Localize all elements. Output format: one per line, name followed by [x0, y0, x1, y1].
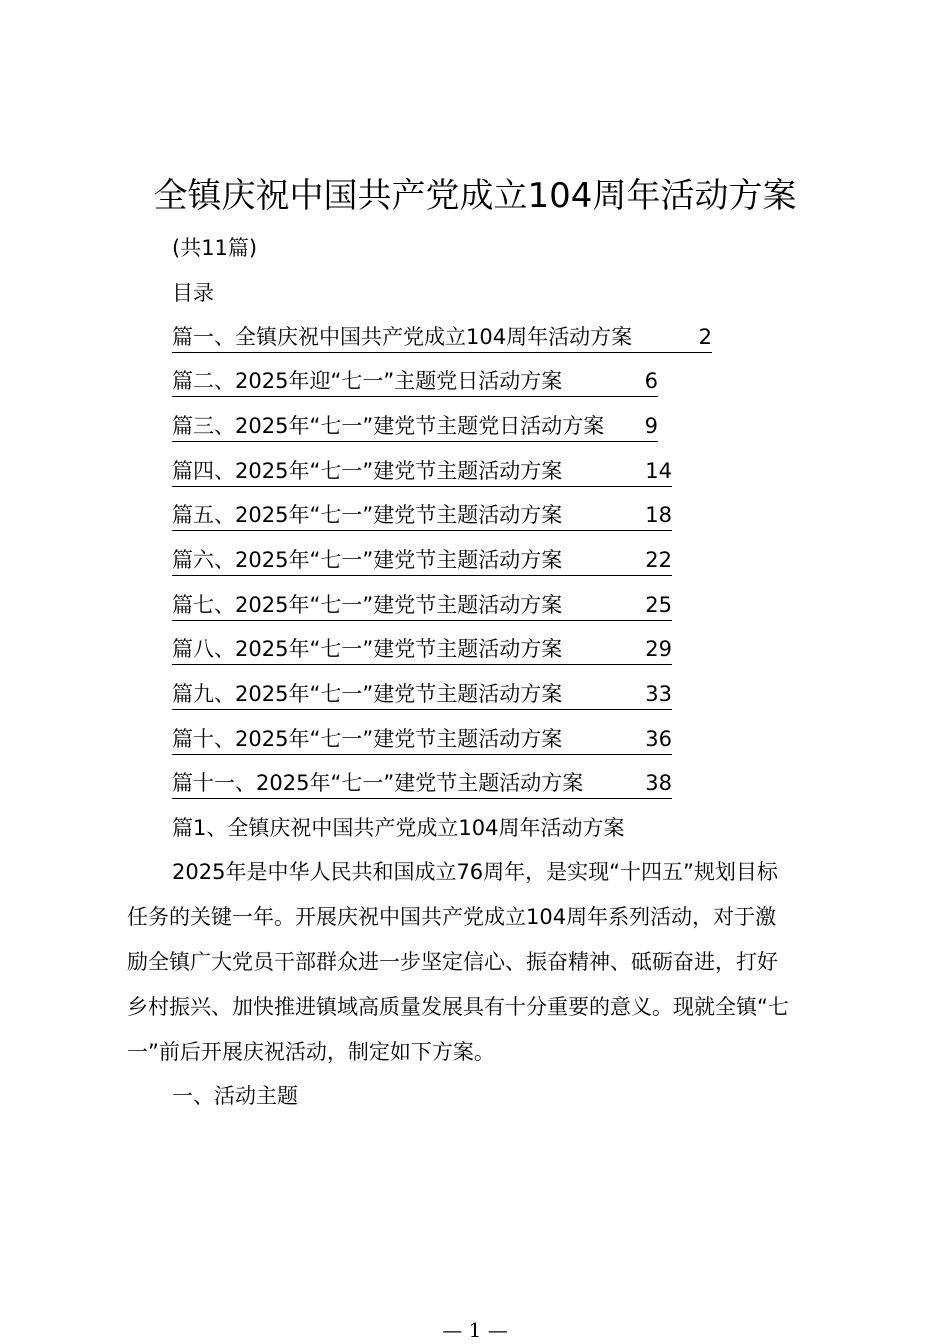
paragraph-line: 乡村振兴、加快推进镇域高质量发展具有十分重要的意义。现就全镇“七: [127, 995, 789, 1019]
document-count: (共11篇): [172, 236, 258, 260]
toc-item-page: 36: [645, 727, 672, 751]
toc-heading: 目录: [172, 281, 214, 305]
toc-item-page: 25: [645, 593, 672, 617]
toc-item[interactable]: [172, 724, 672, 755]
toc-item-label: 篇七、2025年“七一”建党节主题活动方案: [172, 593, 563, 617]
toc-item[interactable]: [172, 411, 658, 442]
page-number: — 1 —: [442, 1318, 508, 1342]
toc-item-page: 29: [645, 637, 672, 661]
toc-item[interactable]: [172, 634, 672, 665]
toc-item-label: 篇三、2025年“七一”建党节主题党日活动方案: [172, 414, 605, 438]
toc-item-page: 18: [645, 503, 672, 527]
toc-item-label: 篇六、2025年“七一”建党节主题活动方案: [172, 548, 563, 572]
toc-item[interactable]: [172, 545, 672, 576]
toc-item-page: 6: [644, 369, 658, 393]
toc-item[interactable]: [172, 322, 712, 353]
paragraph-line: 任务的关键一年。开展庆祝中国共产党成立104周年系列活动，对于激: [127, 905, 777, 929]
paragraph-line: 一”前后开展庆祝活动，制定如下方案。: [127, 1040, 495, 1064]
toc-item-label: 篇八、2025年“七一”建党节主题活动方案: [172, 637, 563, 661]
toc-item-page: 38: [645, 771, 672, 795]
toc-item-page: 22: [645, 548, 672, 572]
paragraph-line: 2025年是中华人民共和国成立76周年，是实现“十四五”规划目标: [172, 860, 778, 884]
toc-item-page: 33: [645, 682, 672, 706]
toc-item-label: 篇五、2025年“七一”建党节主题活动方案: [172, 503, 563, 527]
toc-item-page: 14: [645, 459, 672, 483]
paragraph-line: 励全镇广大党员干部群众进一步坚定信心、振奋精神、砥砺奋进，打好: [127, 950, 778, 974]
toc-item-label: 篇二、2025年迎“七一”主题党日活动方案: [172, 369, 563, 393]
toc-item[interactable]: [172, 590, 672, 621]
toc-item-page: 2: [698, 325, 712, 349]
toc-item[interactable]: [172, 456, 672, 487]
toc-item[interactable]: [172, 500, 672, 531]
toc-item-label: 篇四、2025年“七一”建党节主题活动方案: [172, 459, 563, 483]
toc-item-page: 9: [644, 414, 658, 438]
toc-item[interactable]: [172, 366, 658, 397]
body-paragraph: [127, 850, 837, 1075]
toc-item[interactable]: [172, 679, 672, 710]
toc-item-label: 篇十一、2025年“七一”建党节主题活动方案: [172, 771, 584, 795]
toc-item-label: 篇十、2025年“七一”建党节主题活动方案: [172, 727, 563, 751]
toc-item-label: 篇一、全镇庆祝中国共产党成立104周年活动方案: [172, 325, 633, 349]
toc-item-label: 篇九、2025年“七一”建党节主题活动方案: [172, 682, 563, 706]
toc-item[interactable]: [172, 768, 672, 799]
subheading: 一、活动主题: [172, 1084, 298, 1108]
document-title: 全镇庆祝中国共产党成立104周年活动方案: [153, 176, 797, 216]
section-heading: 篇1、全镇庆祝中国共产党成立104周年活动方案: [172, 816, 625, 840]
